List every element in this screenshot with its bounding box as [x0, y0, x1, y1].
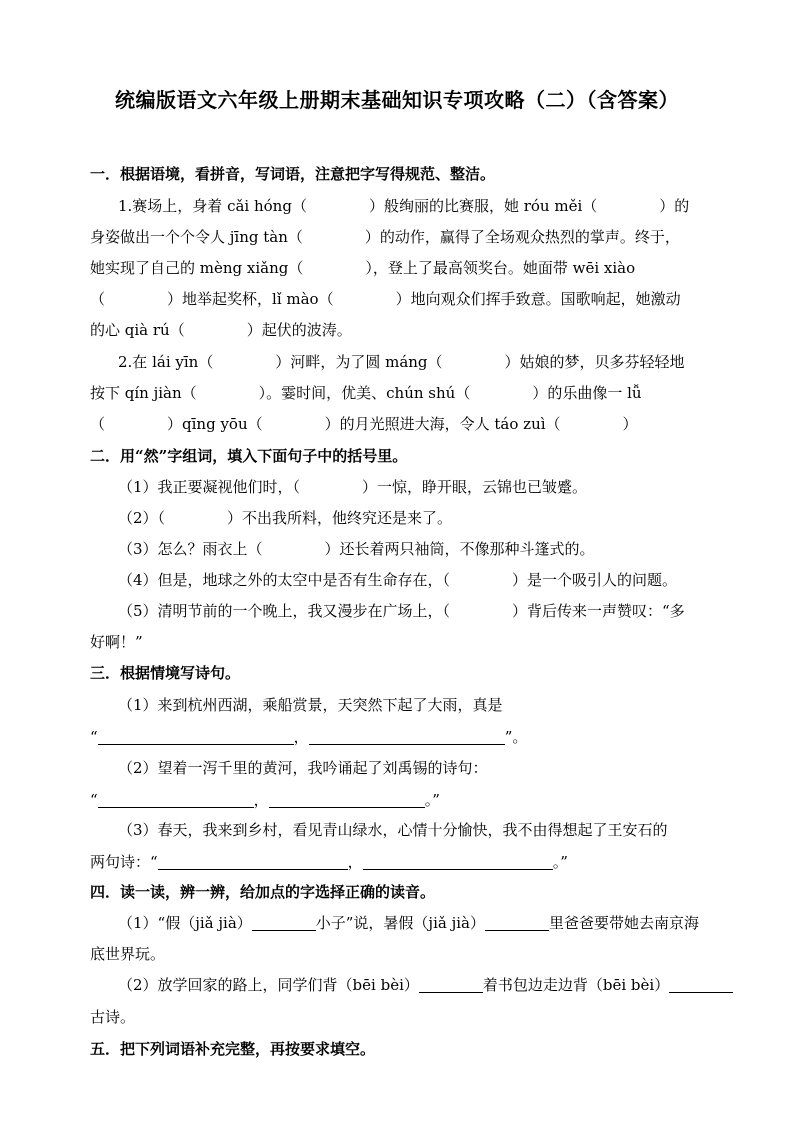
s4-text: 着书包边走边背（bēi bèi）	[482, 976, 670, 994]
section2-heading: 二．用“然”字组词，填入下面句子中的括号里。	[90, 447, 408, 465]
page-title: 统编版语文六年级上册期末基础知识专项攻略（二）（含答案）	[115, 88, 679, 112]
s1-text: ）的	[659, 197, 690, 215]
s1-text: 1.赛场上，身着 cǎi hóng（	[118, 197, 307, 215]
s1-text: ）的动作，赢得了全场观众热烈的掌声。终于，	[364, 228, 680, 246]
s1-text: ）地举起奖杯，lǐ mào（	[167, 290, 334, 308]
s3-q2: （2）望着一泻千里的黄河，我吟诵起了刘禹锡的诗句：	[118, 759, 488, 777]
s2-text: ）还长着两只袖筒，不像那种斗篷式的。	[324, 540, 595, 558]
s3-text: 。”	[424, 791, 440, 809]
s3-text: ，	[253, 791, 269, 809]
s2-text: ）是一个吸引人的问题。	[512, 571, 678, 589]
s4-q2-cont: 古诗。	[90, 1008, 136, 1026]
s1-text: ），登上了最高领奖台。她面带 wēi xiào	[365, 259, 636, 277]
section1-heading: 一．根据语境，看拼音，写词语，注意把字写得规范、整洁。	[90, 165, 496, 183]
s1-text: 2.在 lái yīn（	[118, 353, 214, 371]
s2-text: （5）清明节前的一个晚上，我又漫步在广场上，（	[118, 602, 451, 620]
s2-text: （4）但是，地球之外的太空中是否有生命存在，（	[118, 571, 451, 589]
section3-heading: 三．根据情境写诗句。	[90, 664, 241, 682]
s1-line-7	[90, 382, 704, 404]
s2-text: （1）我正要凝视他们时，（	[118, 478, 301, 496]
s1-text: （	[90, 290, 106, 308]
answer-line[interactable]	[363, 853, 553, 870]
s2-text: ）不出我所料，他终究还是来了。	[227, 509, 453, 527]
s3-text: ”。	[504, 728, 528, 746]
answer-line[interactable]	[158, 853, 348, 870]
s1-line-1	[90, 195, 732, 217]
s1-text: ）起伏的波涛。	[246, 321, 352, 339]
s1-line-6	[90, 351, 732, 373]
s4-text: 里爸爸要带她去南京海	[549, 914, 700, 932]
s2-text: （3）怎么？雨衣上（	[118, 540, 263, 558]
s2-q5	[90, 600, 732, 622]
s4-q1-cont: 底世界玩。	[90, 945, 166, 963]
s2-q5-cont: 好啊！”	[90, 633, 143, 651]
s1-text: 身姿做出一个个令人 jīng tàn（	[90, 228, 303, 246]
s3-q1: （1）来到杭州西湖，乘船赏景，天突然下起了大雨，真是	[118, 696, 503, 714]
s1-text: ）的乐曲像一 lǚ	[532, 384, 642, 402]
s2-q3	[90, 538, 732, 560]
s3-q3: （3）春天，我来到乡村，看见青山绿水，心情十分愉快，我不由得想起了王安石的	[118, 821, 668, 839]
answer-line[interactable]	[485, 914, 549, 931]
s1-text: ）qīng yōu（	[167, 415, 263, 433]
s4-text: 小子”说，暑假（jiǎ jià）	[315, 914, 485, 932]
s3-text: 两句诗：“	[90, 853, 158, 871]
s1-text: 的心 qià rú（	[90, 321, 185, 339]
s3-text: ，	[347, 853, 363, 871]
s2-text: ）一惊，睁开眼，云锦也已皱蹙。	[362, 478, 588, 496]
s1-line-3	[90, 257, 704, 279]
s4-q2	[90, 974, 732, 996]
s1-text: ）般绚丽的比赛服，她 róu měi（	[368, 197, 598, 215]
s1-line-8	[90, 413, 704, 435]
s3-q1-answer	[90, 726, 704, 748]
s3-text: “	[90, 728, 98, 746]
s3-text: 。”	[552, 853, 568, 871]
s1-line-5	[90, 319, 704, 341]
s2-text: （2）（	[118, 509, 166, 527]
s2-q1	[90, 476, 732, 498]
s4-q1	[90, 912, 732, 934]
s1-text: ）河畔，为了圆 máng（	[275, 353, 443, 371]
s3-q2-answer	[90, 789, 704, 811]
s1-text: （	[90, 415, 106, 433]
s1-text: ）的月光照进大海，令人 táo zuì（	[324, 415, 561, 433]
s1-text: 她实现了自己的 mèng xiǎng（	[90, 259, 304, 277]
section5-heading: 五．把下列词语补充完整，再按要求填空。	[90, 1040, 376, 1058]
s1-line-2	[90, 226, 704, 248]
s1-text: 按下 qín jiàn（	[90, 384, 197, 402]
answer-line[interactable]	[269, 791, 425, 808]
s1-text: ）地向观众们挥手致意。国歌响起，她激动	[395, 290, 681, 308]
s2-text: ）背后传来一声赞叹：“多	[512, 602, 685, 620]
answer-line[interactable]	[98, 728, 294, 745]
s1-text: ）姑娘的梦，贝多芬轻轻地	[504, 353, 685, 371]
s1-text: ）	[622, 415, 638, 433]
s1-line-4	[90, 288, 704, 310]
section4-heading: 四．读一读，辨一辨，给加点的字选择正确的读音。	[90, 883, 436, 901]
s2-q2	[90, 507, 732, 529]
answer-line[interactable]	[98, 791, 254, 808]
answer-line[interactable]	[309, 728, 505, 745]
s2-q4	[90, 569, 732, 591]
s3-text: ，	[293, 728, 309, 746]
s4-text: （1）“假（jiǎ jià）	[118, 914, 252, 932]
s3-text: “	[90, 791, 98, 809]
s3-q3-answer	[90, 851, 704, 873]
answer-line[interactable]	[419, 976, 483, 993]
s4-text: （2）放学回家的路上，同学们背（bēi bèi）	[118, 976, 419, 994]
answer-line[interactable]	[252, 914, 316, 931]
s1-text: ）。霎时间，优美、chún shú（	[258, 384, 471, 402]
answer-line[interactable]	[669, 976, 733, 993]
